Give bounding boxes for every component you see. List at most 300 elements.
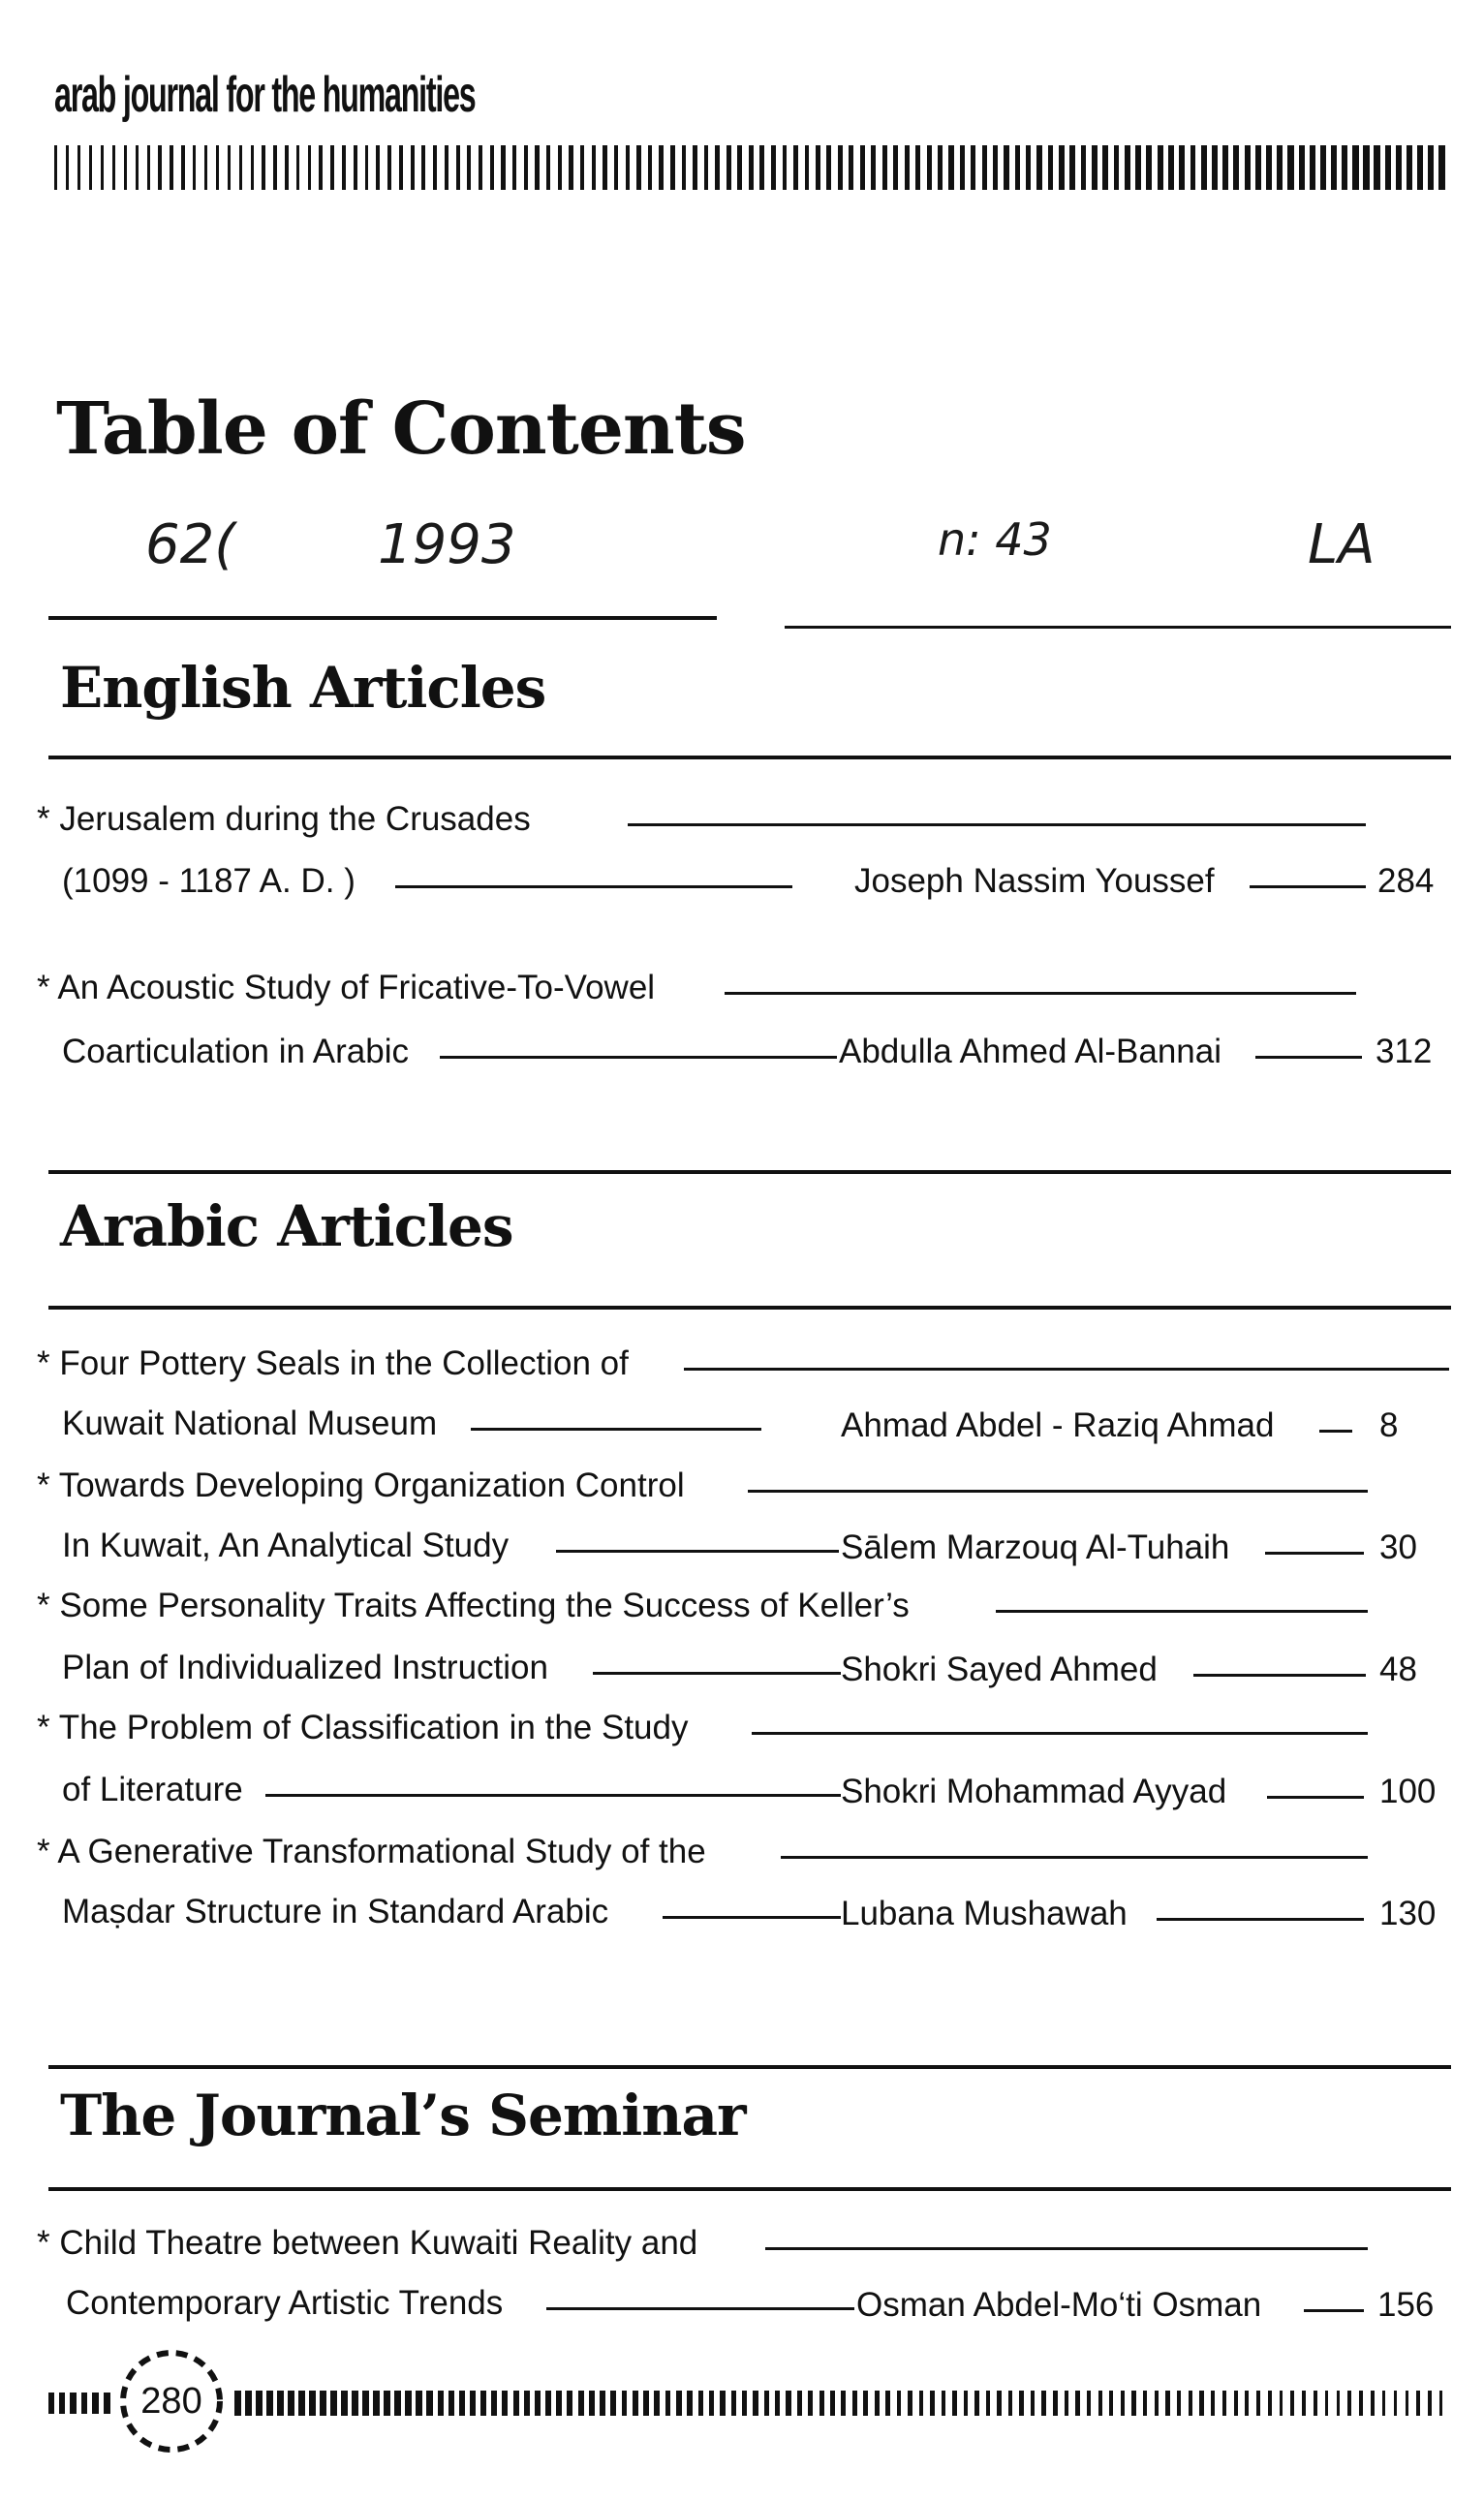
barcode-bar (262, 145, 265, 190)
barcode-bar (112, 145, 115, 190)
barcode-bar (759, 145, 764, 190)
barcode-bar (1222, 145, 1228, 190)
barcode-bar (786, 2391, 790, 2416)
barcode-bar (216, 145, 219, 190)
barcode-bar (1081, 145, 1087, 190)
barcode-bar (1374, 145, 1379, 190)
entry-page: 30 (1379, 1528, 1417, 1566)
barcode-bar (251, 145, 254, 190)
entry-title-line: * Some Personality Traits Affecting the Success of Keller’s (37, 1587, 910, 1624)
entry-page: 156 (1377, 2286, 1435, 2324)
barcode-bar (1019, 2391, 1024, 2416)
barcode-bar (512, 145, 516, 190)
barcode-bar (1114, 145, 1120, 190)
barcode-bar (1189, 2391, 1192, 2416)
leader-line (1255, 1056, 1362, 1059)
barcode-bar (204, 145, 207, 190)
barcode-bar (1177, 2391, 1181, 2416)
entry-author: Joseph Nassim Youssef (854, 862, 1215, 900)
barcode-bar (808, 2391, 813, 2416)
entry-author: Shokri Sayed Ahmed (841, 1651, 1158, 1688)
barcode-bar (1212, 145, 1218, 190)
entry-title-line: Plan of Individualized Instruction (62, 1649, 548, 1686)
barcode-bar (1371, 2391, 1375, 2416)
barcode-bar (54, 145, 57, 190)
barcode-bar (875, 2391, 880, 2416)
divider (48, 2065, 1451, 2069)
barcode-bar (373, 2391, 380, 2416)
barcode-bar (580, 145, 584, 190)
barcode-bar (556, 2391, 562, 2416)
entry-title-line: * Child Theatre between Kuwaiti Reality and (37, 2224, 698, 2262)
barcode-bar (1234, 2391, 1238, 2416)
barcode-bar (819, 2391, 824, 2416)
entry-author: Ahmad Abdel - Raziq Ahmad (841, 1406, 1275, 1444)
barcode-bar (905, 145, 910, 190)
entry-title-line: * An Acoustic Study of Fricative-To-Vowel (37, 969, 656, 1006)
barcode-bar (919, 2391, 924, 2416)
barcode-bar (1015, 145, 1020, 190)
handwritten-note-number: n: 43 (938, 513, 1052, 566)
leader-line (593, 1672, 841, 1675)
barcode-bar (826, 145, 831, 190)
entry-page: 48 (1379, 1651, 1417, 1688)
barcode-bar (687, 2391, 693, 2416)
barcode-bar (1092, 145, 1098, 190)
barcode-bar (1310, 145, 1315, 190)
barcode-bar (1352, 145, 1358, 190)
barcode-bar (1280, 2391, 1283, 2416)
barcode-bar (982, 145, 987, 190)
barcode-bar (136, 145, 139, 190)
barcode-bar (535, 145, 539, 190)
entry-page: 100 (1379, 1773, 1437, 1810)
barcode-bar (1190, 145, 1196, 190)
divider (48, 1306, 1451, 1310)
entry-title-line: of Literature (62, 1771, 243, 1808)
barcode-bar (1428, 2391, 1431, 2416)
barcode-bar (636, 145, 640, 190)
barcode-bar (927, 145, 932, 190)
barcode-bar (720, 2391, 725, 2416)
leader-line (996, 1610, 1368, 1613)
barcode-bar (626, 145, 630, 190)
barcode-bar (66, 145, 69, 190)
entry-title-line: In Kuwait, An Analytical Study (62, 1527, 510, 1564)
barcode-bar (860, 145, 865, 190)
barcode-bar (986, 2391, 991, 2416)
leader-line (440, 1056, 837, 1059)
barcode-bar (578, 2391, 584, 2416)
barcode-bar (1320, 145, 1326, 190)
barcode-bar (569, 145, 572, 190)
barcode-bar (1135, 145, 1141, 190)
barcode-bar (600, 2391, 605, 2416)
barcode-bar (1299, 145, 1305, 190)
handwritten-note-year: 1993 (378, 513, 516, 576)
barcode-bar (1158, 145, 1163, 190)
barcode-bar (1438, 145, 1445, 190)
barcode-bar (1168, 145, 1174, 190)
leader-line (556, 1550, 839, 1553)
entry-title-line: Maṣdar Structure in Standard Arabic (62, 1893, 609, 1930)
leader-line (765, 2247, 1368, 2250)
barcode-bar (830, 2391, 835, 2416)
barcode-bar (308, 145, 312, 190)
barcode-bar (648, 145, 652, 190)
barcode-bar (1396, 145, 1402, 190)
barcode-bar (614, 145, 618, 190)
barcode-bar (181, 145, 184, 190)
barcode-bar (589, 2391, 595, 2416)
barcode-bar (1325, 2391, 1329, 2416)
barcode-bar (942, 2391, 946, 2416)
barcode-bar (1290, 2391, 1294, 2416)
barcode-bar (805, 145, 810, 190)
barcode-bar (1036, 145, 1041, 190)
handwritten-note-code: LA (1308, 513, 1376, 576)
leader-line (781, 1856, 1368, 1859)
barcode-bar (104, 2393, 110, 2414)
leader-line (1304, 2309, 1364, 2312)
barcode-bar (479, 145, 482, 190)
barcode-bar (296, 145, 300, 190)
divider (48, 616, 717, 620)
entry-title-line: * The Problem of Classification in the Study (37, 1709, 689, 1746)
barcode-bar (1256, 2391, 1260, 2416)
leader-line (1157, 1918, 1364, 1921)
barcode-bar (399, 145, 403, 190)
barcode-bar (1337, 2391, 1341, 2416)
barcode-bar (273, 145, 277, 190)
barcode-bar (158, 145, 161, 190)
barcode-bar (633, 2391, 638, 2416)
barcode-bar (1277, 145, 1283, 190)
barcode-bar (852, 2391, 857, 2416)
barcode-bar (405, 2391, 411, 2416)
barcode-bar (285, 145, 289, 190)
barcode-bar (352, 2391, 358, 2416)
barcode-bar (1266, 145, 1272, 190)
leader-line (1319, 1430, 1352, 1433)
leader-line (395, 885, 792, 888)
barcode-bar (384, 2391, 389, 2416)
barcode-bar (610, 2391, 616, 2416)
barcode-bar (1109, 2391, 1113, 2416)
barcode-bar (1255, 145, 1261, 190)
barcode-bar (433, 145, 437, 190)
barcode-bar (727, 145, 731, 190)
barcode-bar (1406, 2391, 1408, 2416)
barcode-bar (893, 145, 898, 190)
barcode-bar (592, 145, 596, 190)
barcode-bar (1069, 145, 1075, 190)
page-number: 280 (140, 2381, 202, 2422)
barcode-bar (897, 2391, 902, 2416)
header-barcode-ornament (54, 145, 1449, 190)
barcode-bar (81, 2393, 88, 2414)
barcode-bar (1428, 145, 1435, 190)
barcode-bar (101, 145, 104, 190)
leader-line (752, 1732, 1368, 1735)
section-heading-seminar: The Journal’s Seminar (60, 2083, 746, 2148)
barcode-bar (524, 2391, 530, 2416)
barcode-bar (239, 145, 242, 190)
barcode-bar (1053, 2391, 1057, 2416)
barcode-bar (147, 145, 150, 190)
barcode-bar (938, 145, 943, 190)
barcode-bar (411, 145, 415, 190)
barcode-bar (659, 145, 664, 190)
barcode-bar (1347, 2391, 1351, 2416)
barcode-bar (524, 145, 528, 190)
page-title: Table of Contents (56, 387, 746, 471)
barcode-bar (545, 2391, 551, 2416)
barcode-bar (470, 2391, 476, 2416)
barcode-bar (330, 145, 334, 190)
barcode-bar (1131, 2391, 1135, 2416)
barcode-bar (1233, 145, 1239, 190)
barcode-bar (456, 145, 460, 190)
barcode-bar (491, 2391, 497, 2416)
barcode-bar (622, 2391, 628, 2416)
barcode-bar (567, 2391, 572, 2416)
footer-barcode-ornament (234, 2391, 1451, 2416)
leader-line (628, 823, 1366, 826)
barcode-bar (228, 145, 231, 190)
barcode-bar (365, 145, 369, 190)
entry-title-line: Contemporary Artistic Trends (66, 2284, 504, 2322)
barcode-bar (930, 2391, 935, 2416)
entry-author: Osman Abdel-Mo‘ti Osman (856, 2286, 1262, 2324)
barcode-bar (1287, 145, 1293, 190)
leader-line (748, 1490, 1368, 1493)
entry-page: 130 (1379, 1895, 1437, 1932)
barcode-bar (643, 2391, 649, 2416)
entry-author: Shokri Mohammad Ayyad (841, 1773, 1227, 1810)
barcode-bar (490, 145, 494, 190)
entry-author: Sālem Marzouq Al-Tuhaih (841, 1528, 1230, 1566)
barcode-bar (70, 2393, 76, 2414)
barcode-bar (448, 2391, 454, 2416)
barcode-bar (783, 145, 788, 190)
barcode-bar (885, 2391, 890, 2416)
entry-author: Lubana Mushawah (841, 1895, 1128, 1932)
barcode-bar (502, 2391, 508, 2416)
barcode-bar (330, 2391, 337, 2416)
entry-title-line: * A Generative Transformational Study of the (37, 1833, 706, 1870)
entry-title-line: Kuwait National Museum (62, 1405, 438, 1442)
entry-author: Abdulla Ahmed Al-Bannai (839, 1033, 1221, 1070)
barcode-bar (376, 145, 380, 190)
barcode-bar (948, 145, 953, 190)
barcode-bar (797, 2391, 802, 2416)
handwritten-note-1: 62( (145, 513, 236, 576)
barcode-bar (654, 2391, 660, 2416)
barcode-bar (1098, 2391, 1102, 2416)
barcode-bar (1407, 145, 1412, 190)
barcode-bar (993, 145, 998, 190)
barcode-bar (1439, 2391, 1442, 2416)
barcode-bar (1416, 2391, 1419, 2416)
barcode-bar (277, 2391, 284, 2416)
barcode-bar (693, 145, 697, 190)
barcode-bar (558, 145, 562, 190)
divider (785, 626, 1451, 629)
barcode-bar (742, 2391, 747, 2416)
barcode-bar (48, 2393, 54, 2414)
barcode-bar (438, 2391, 444, 2416)
barcode-bar (124, 145, 127, 190)
barcode-bar (603, 145, 606, 190)
barcode-bar (838, 145, 843, 190)
barcode-bar (1031, 2391, 1036, 2416)
barcode-bar (319, 145, 323, 190)
barcode-bar (193, 145, 196, 190)
leader-line (1193, 1674, 1366, 1677)
barcode-bar (1065, 2391, 1068, 2416)
barcode-bar (309, 2391, 316, 2416)
entry-title-line: * Jerusalem during the Crusades (37, 800, 531, 838)
barcode-bar (863, 2391, 868, 2416)
barcode-bar (546, 145, 550, 190)
barcode-bar (753, 2391, 757, 2416)
barcode-bar (320, 2391, 326, 2416)
barcode-bar (1121, 2391, 1125, 2416)
barcode-bar (974, 2391, 979, 2416)
barcode-bar (1041, 2391, 1045, 2416)
barcode-bar (362, 2391, 369, 2416)
barcode-bar (952, 2391, 957, 2416)
barcode-bar (1363, 145, 1369, 190)
barcode-bar (1087, 2391, 1091, 2416)
barcode-bar (394, 2391, 400, 2416)
barcode-bar (871, 145, 876, 190)
barcode-bar (682, 145, 687, 190)
barcode-bar (737, 145, 742, 190)
barcode-bar (426, 2391, 432, 2416)
barcode-bar (1385, 145, 1391, 190)
barcode-bar (535, 2391, 541, 2416)
barcode-bar (298, 2391, 305, 2416)
journal-name: arab journal for the humanities (54, 67, 476, 123)
divider (48, 1170, 1451, 1174)
barcode-bar (341, 2391, 348, 2416)
barcode-bar (1245, 2391, 1249, 2416)
barcode-bar (709, 2391, 714, 2416)
barcode-bar (1075, 2391, 1079, 2416)
barcode-bar (245, 2391, 252, 2416)
barcode-bar (764, 2391, 769, 2416)
barcode-bar (288, 2391, 294, 2416)
entry-title-line: Coarticulation in Arabic (62, 1033, 409, 1070)
barcode-bar (1268, 2391, 1272, 2416)
divider (48, 2187, 1451, 2191)
barcode-bar (1417, 145, 1423, 190)
barcode-bar (1359, 2391, 1363, 2416)
section-heading-arabic: Arabic Articles (60, 1193, 513, 1259)
barcode-bar (1143, 2391, 1147, 2416)
barcode-bar (1245, 145, 1251, 190)
barcode-bar (416, 2391, 421, 2416)
entry-page: 312 (1376, 1033, 1433, 1070)
barcode-bar (234, 2391, 241, 2416)
barcode-bar (793, 145, 798, 190)
barcode-bar (77, 145, 80, 190)
barcode-bar (670, 145, 675, 190)
leader-line (684, 1368, 1449, 1371)
barcode-bar (480, 2391, 486, 2416)
barcode-bar (1394, 2391, 1397, 2416)
barcode-bar (1048, 145, 1054, 190)
divider (48, 756, 1451, 759)
barcode-bar (1155, 2391, 1159, 2416)
barcode-bar (997, 2391, 1002, 2416)
barcode-bar (971, 145, 975, 190)
barcode-bar (775, 2391, 780, 2416)
barcode-bar (731, 2391, 736, 2416)
barcode-bar (89, 145, 92, 190)
barcode-bar (459, 2391, 465, 2416)
barcode-bar (513, 2391, 519, 2416)
barcode-bar (1008, 2391, 1013, 2416)
entry-page: 284 (1377, 862, 1435, 900)
barcode-bar (1199, 2391, 1203, 2416)
barcode-bar (771, 145, 776, 190)
barcode-bar (59, 2393, 65, 2414)
section-heading-english: English Articles (60, 655, 546, 721)
entry-title-line: * Towards Developing Organization Control (37, 1467, 685, 1504)
entry-title-line: * Four Pottery Seals in the Collection of (37, 1344, 629, 1382)
leader-line (265, 1794, 841, 1797)
barcode-bar (816, 145, 820, 190)
barcode-bar (960, 145, 965, 190)
barcode-bar (1004, 145, 1008, 190)
barcode-bar (1026, 145, 1031, 190)
leader-line (1267, 1796, 1364, 1799)
barcode-bar (1331, 145, 1337, 190)
leader-line (663, 1916, 841, 1919)
leader-line (1265, 1552, 1364, 1555)
barcode-bar (964, 2391, 969, 2416)
barcode-bar (1102, 145, 1108, 190)
entry-page: 8 (1379, 1406, 1399, 1444)
barcode-bar (841, 2391, 846, 2416)
barcode-bar (849, 145, 853, 190)
barcode-bar (908, 2391, 912, 2416)
barcode-bar (1146, 145, 1152, 190)
barcode-bar (704, 145, 709, 190)
barcode-bar (354, 145, 357, 190)
barcode-bar (1382, 2391, 1385, 2416)
barcode-bar (1125, 145, 1130, 190)
barcode-bar (421, 145, 425, 190)
barcode-bar (387, 145, 391, 190)
barcode-bar (1059, 145, 1065, 190)
leader-line (1250, 885, 1366, 888)
barcode-bar (715, 145, 720, 190)
barcode-bar (256, 2391, 263, 2416)
barcode-bar (1201, 145, 1207, 190)
leader-line (725, 992, 1356, 995)
leader-line (471, 1428, 761, 1431)
barcode-bar (1179, 145, 1185, 190)
entry-title-line: (1099 - 1187 A. D. ) (62, 862, 356, 900)
barcode-bar (467, 145, 471, 190)
barcode-bar (1302, 2391, 1306, 2416)
barcode-bar (665, 2391, 671, 2416)
barcode-bar (698, 2391, 704, 2416)
